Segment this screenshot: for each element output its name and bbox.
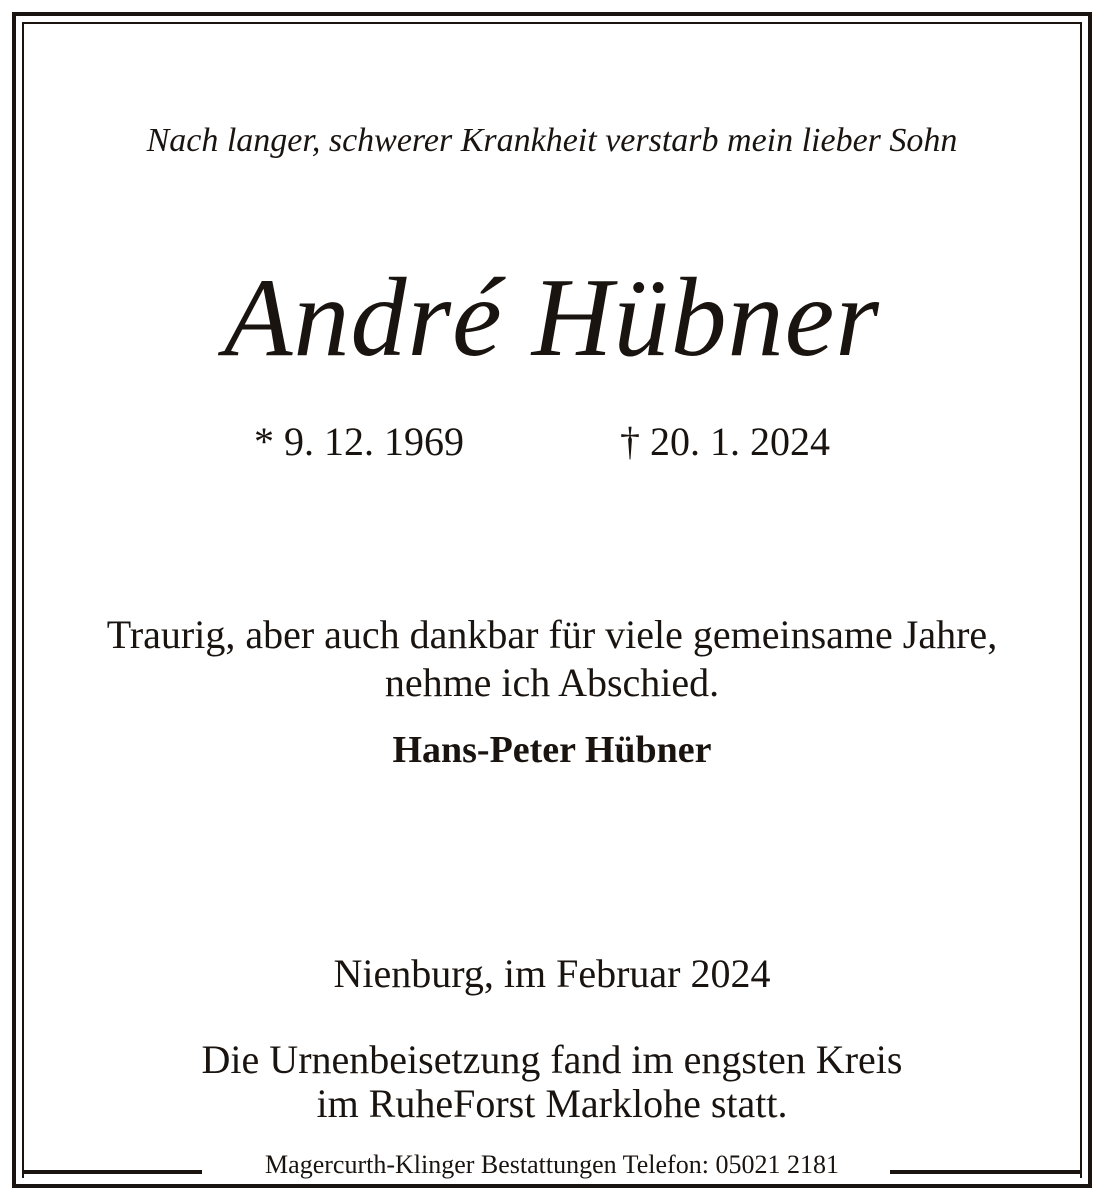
- deceased-name: André Hübner: [224, 256, 880, 380]
- intro-text: Nach langer, schwerer Krankheit verstarb mein lieber Sohn: [146, 122, 958, 159]
- inner-border: [22, 22, 1082, 1178]
- mourner-name: Hans-Peter Hübner: [392, 729, 712, 771]
- birth-date: * 9. 12. 1969: [254, 419, 464, 464]
- message-line-2: nehme ich Abschied.: [384, 660, 720, 705]
- place-date: Nienburg, im Februar 2024: [333, 951, 771, 996]
- footer-funeral-home: Magercurth-Klinger Bestattungen Telefon: 05021 2181: [265, 1150, 839, 1179]
- message-line-1: Traurig, aber auch dankbar für viele gemeinsame Jahre,: [106, 612, 998, 657]
- burial-line-1: Die Urnenbeisetzung fand im engsten Kreis: [201, 1037, 903, 1082]
- burial-line-2: im RuheForst Marklohe statt.: [316, 1081, 788, 1126]
- death-date: † 20. 1. 2024: [620, 419, 830, 464]
